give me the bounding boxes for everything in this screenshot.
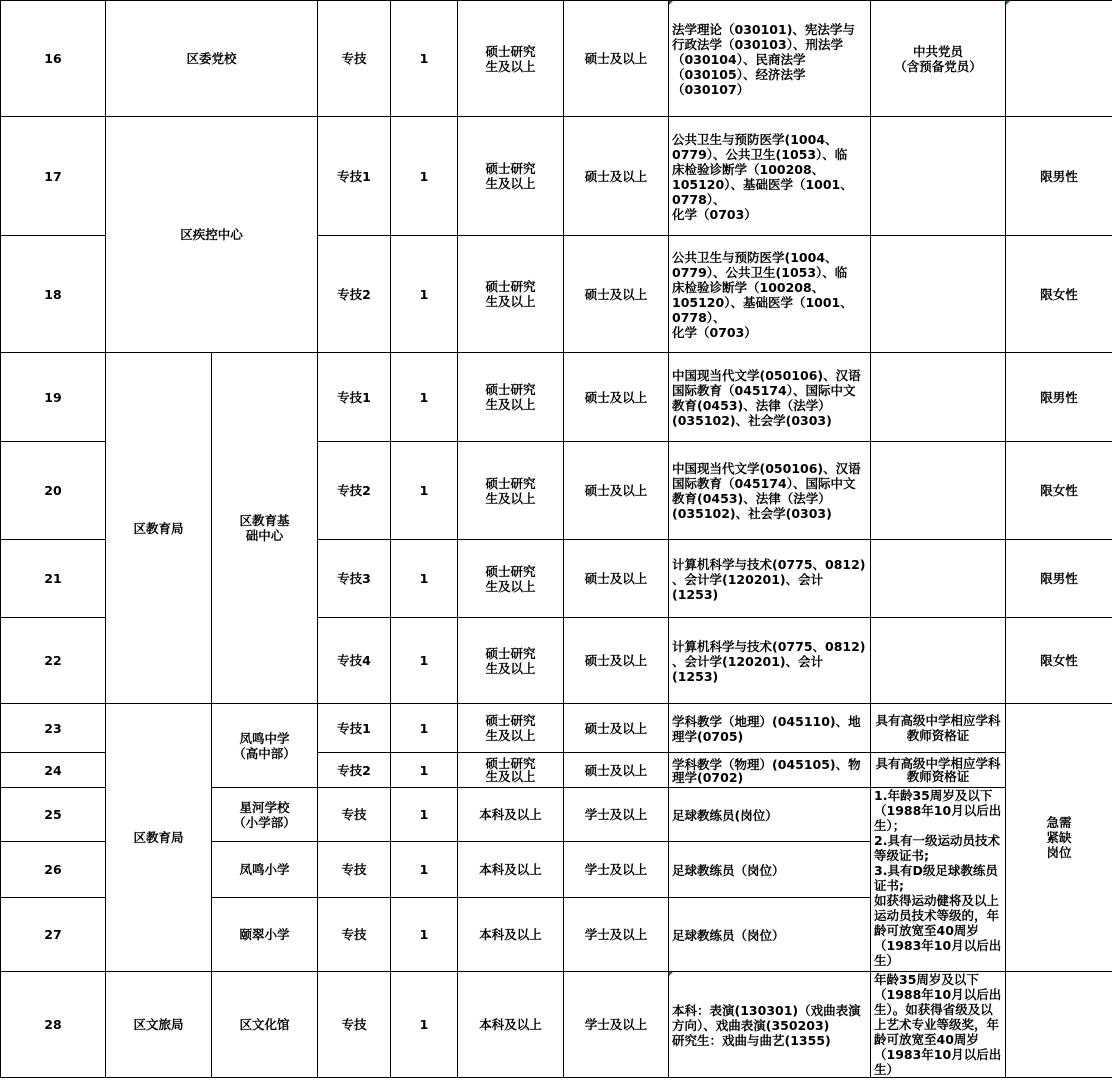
headcount: 1: [391, 842, 458, 898]
education-requirement: 硕士研究 生及以上: [458, 618, 564, 704]
degree-requirement: 学士及以上: [564, 972, 669, 1078]
education-requirement: 硕士研究 生及以上: [458, 236, 564, 353]
headcount: 1: [391, 353, 458, 442]
table-row: [1, 972, 1112, 1078]
position-type: 专技: [318, 788, 391, 842]
degree-requirement: 硕士及以上: [564, 236, 669, 353]
row-number: 24: [1, 753, 106, 788]
education-requirement: 硕士研究 生及以上: [458, 442, 564, 540]
other-conditions: [871, 442, 1006, 540]
education-requirement: 硕士研究 生及以上: [458, 353, 564, 442]
headcount: 1: [391, 704, 458, 753]
major-requirement: 中国现当代文学(050106)、汉语 国际教育（045174）、国际中文 教育(0453)、法律（法学） (035102)、社会学(0303): [669, 442, 871, 540]
education-requirement: 本科及以上: [458, 842, 564, 898]
education-requirement: 硕士研究 生及以上: [458, 1, 564, 117]
headcount: 1: [391, 442, 458, 540]
unit-cell: 颐翠小学: [212, 898, 318, 972]
headcount: 1: [391, 753, 458, 788]
position-type: 专技: [318, 842, 391, 898]
position-type: 专技: [318, 1, 391, 117]
major-requirement: 学科教学（物理）(045105)、物 理学(0702): [669, 753, 871, 788]
remarks: 限男性: [1006, 117, 1112, 236]
comment-marker-icon: [669, 972, 673, 976]
other-conditions: [871, 618, 1006, 704]
unit-cell: 凤鸣小学: [212, 842, 318, 898]
unit-cell: 星河学校 （小学部）: [212, 788, 318, 842]
row-number: 27: [1, 898, 106, 972]
row-number: 22: [1, 618, 106, 704]
position-type: 专技1: [318, 704, 391, 753]
remarks: 限男性: [1006, 540, 1112, 618]
major-requirement: 足球教练员（岗位）: [669, 898, 871, 972]
major-requirement: 足球教练员（岗位）: [669, 842, 871, 898]
unit-cell: 区文化馆: [212, 972, 318, 1078]
remarks: [1006, 972, 1112, 1078]
position-type: 专技1: [318, 117, 391, 236]
department-cell: 区文旅局: [106, 972, 212, 1078]
position-type: 专技: [318, 972, 391, 1078]
degree-requirement: 硕士及以上: [564, 753, 669, 788]
education-requirement: 硕士研究 生及以上: [458, 753, 564, 788]
education-requirement: 本科及以上: [458, 898, 564, 972]
department-cell: 区委党校: [106, 1, 318, 117]
row-number: 21: [1, 540, 106, 618]
unit-cell: 凤鸣中学 （高中部）: [212, 704, 318, 788]
comment-marker-icon: [1006, 1, 1010, 5]
other-conditions: 具有高级中学相应学科 教师资格证: [871, 753, 1006, 788]
degree-requirement: 硕士及以上: [564, 1, 669, 117]
position-type: 专技1: [318, 353, 391, 442]
department-cell: 区教育局: [106, 353, 212, 704]
major-requirement: 计算机科学与技术(0775、0812) 、会计学(120201)、会计(1253): [669, 618, 871, 704]
position-type: 专技: [318, 898, 391, 972]
headcount: 1: [391, 236, 458, 353]
degree-requirement: 硕士及以上: [564, 117, 669, 236]
degree-requirement: 硕士及以上: [564, 618, 669, 704]
headcount: 1: [391, 898, 458, 972]
headcount: 1: [391, 1, 458, 117]
major-requirement: 公共卫生与预防医学(1004、 0779）、公共卫生(1053）、临 床检验诊断学（100208、 105120）、基础医学（1001、 0778）、 化学（0703）: [669, 117, 871, 236]
degree-requirement: 学士及以上: [564, 842, 669, 898]
department-cell: 区教育局: [106, 704, 212, 972]
major-requirement: 公共卫生与预防医学(1004、 0779）、公共卫生(1053）、临 床检验诊断学（100208、 105120）、基础医学（1001、 0778）、 化学（0703）: [669, 236, 871, 353]
education-requirement: 本科及以上: [458, 972, 564, 1078]
department-cell: 区疾控中心: [106, 117, 318, 353]
other-conditions: [871, 236, 1006, 353]
position-type: 专技3: [318, 540, 391, 618]
row-number: 20: [1, 442, 106, 540]
position-type: 专技4: [318, 618, 391, 704]
table-row: [1, 704, 1112, 753]
other-conditions: 中共党员 （含预备党员）: [871, 1, 1006, 117]
remarks: 限女性: [1006, 618, 1112, 704]
remarks: 限女性: [1006, 442, 1112, 540]
headcount: 1: [391, 788, 458, 842]
headcount: 1: [391, 540, 458, 618]
education-requirement: 硕士研究 生及以上: [458, 540, 564, 618]
other-conditions: [871, 353, 1006, 442]
degree-requirement: 硕士及以上: [564, 540, 669, 618]
remarks: 限男性: [1006, 353, 1112, 442]
major-requirement: 本科：表演(130301)（戏曲表演 方向）、戏曲表演(350203) 研究生：戏曲与曲艺(1355): [669, 972, 871, 1078]
remarks: [1006, 1, 1112, 117]
row-number: 17: [1, 117, 106, 236]
headcount: 1: [391, 117, 458, 236]
headcount: 1: [391, 618, 458, 704]
row-number: 25: [1, 788, 106, 842]
table-row: [1, 1, 1112, 117]
table-row: [1, 353, 1112, 442]
education-requirement: 硕士研究 生及以上: [458, 704, 564, 753]
major-requirement: 中国现当代文学(050106)、汉语 国际教育（045174）、国际中文 教育(0453)、法律（法学） (035102)、社会学(0303): [669, 353, 871, 442]
row-number: 19: [1, 353, 106, 442]
headcount: 1: [391, 972, 458, 1078]
unit-cell: 区教育基 础中心: [212, 353, 318, 704]
row-number: 18: [1, 236, 106, 353]
other-conditions: [871, 117, 1006, 236]
education-requirement: 硕士研究 生及以上: [458, 117, 564, 236]
position-type: 专技2: [318, 442, 391, 540]
row-number: 26: [1, 842, 106, 898]
row-number: 23: [1, 704, 106, 753]
position-type: 专技2: [318, 753, 391, 788]
table-row: [1, 117, 1112, 236]
degree-requirement: 学士及以上: [564, 788, 669, 842]
major-requirement: 计算机科学与技术(0775、0812) 、会计学(120201)、会计(1253): [669, 540, 871, 618]
major-requirement: 法学理论（030101)、宪法学与 行政法学（030103）、刑法学 （030104）、民商法学 （030105）、经济法学 （030107）: [669, 1, 871, 117]
row-number: 16: [1, 1, 106, 117]
degree-requirement: 学士及以上: [564, 898, 669, 972]
other-conditions: 具有高级中学相应学科 教师资格证: [871, 704, 1006, 753]
remarks: 急需 紧缺 岗位: [1006, 704, 1112, 972]
other-conditions: 1.年龄35周岁及以下 （1988年10月以后出 生）； 2.具有一级运动员技术 等级证书; 3.具有D级足球教练员 证书; 如获得运动健将及以上 运动员技术等级的，年 龄可放宽至40周岁 （1983年10月以后出 生）: [871, 788, 1006, 972]
degree-requirement: 硕士及以上: [564, 353, 669, 442]
major-requirement: 足球教练员(岗位）: [669, 788, 871, 842]
degree-requirement: 硕士及以上: [564, 704, 669, 753]
position-type: 专技2: [318, 236, 391, 353]
comment-marker-icon: [669, 1, 673, 5]
education-requirement: 本科及以上: [458, 788, 564, 842]
major-requirement: 学科教学（地理）(045110)、地 理学(0705): [669, 704, 871, 753]
degree-requirement: 硕士及以上: [564, 442, 669, 540]
row-number: 28: [1, 972, 106, 1078]
other-conditions: [871, 540, 1006, 618]
remarks: 限女性: [1006, 236, 1112, 353]
other-conditions: 年龄35周岁及以下 （1988年10月以后出 生）。如获得省级及以 上艺术专业等级奖，年 龄可放宽至40周岁 （1983年10月以后出 生）: [871, 972, 1006, 1078]
